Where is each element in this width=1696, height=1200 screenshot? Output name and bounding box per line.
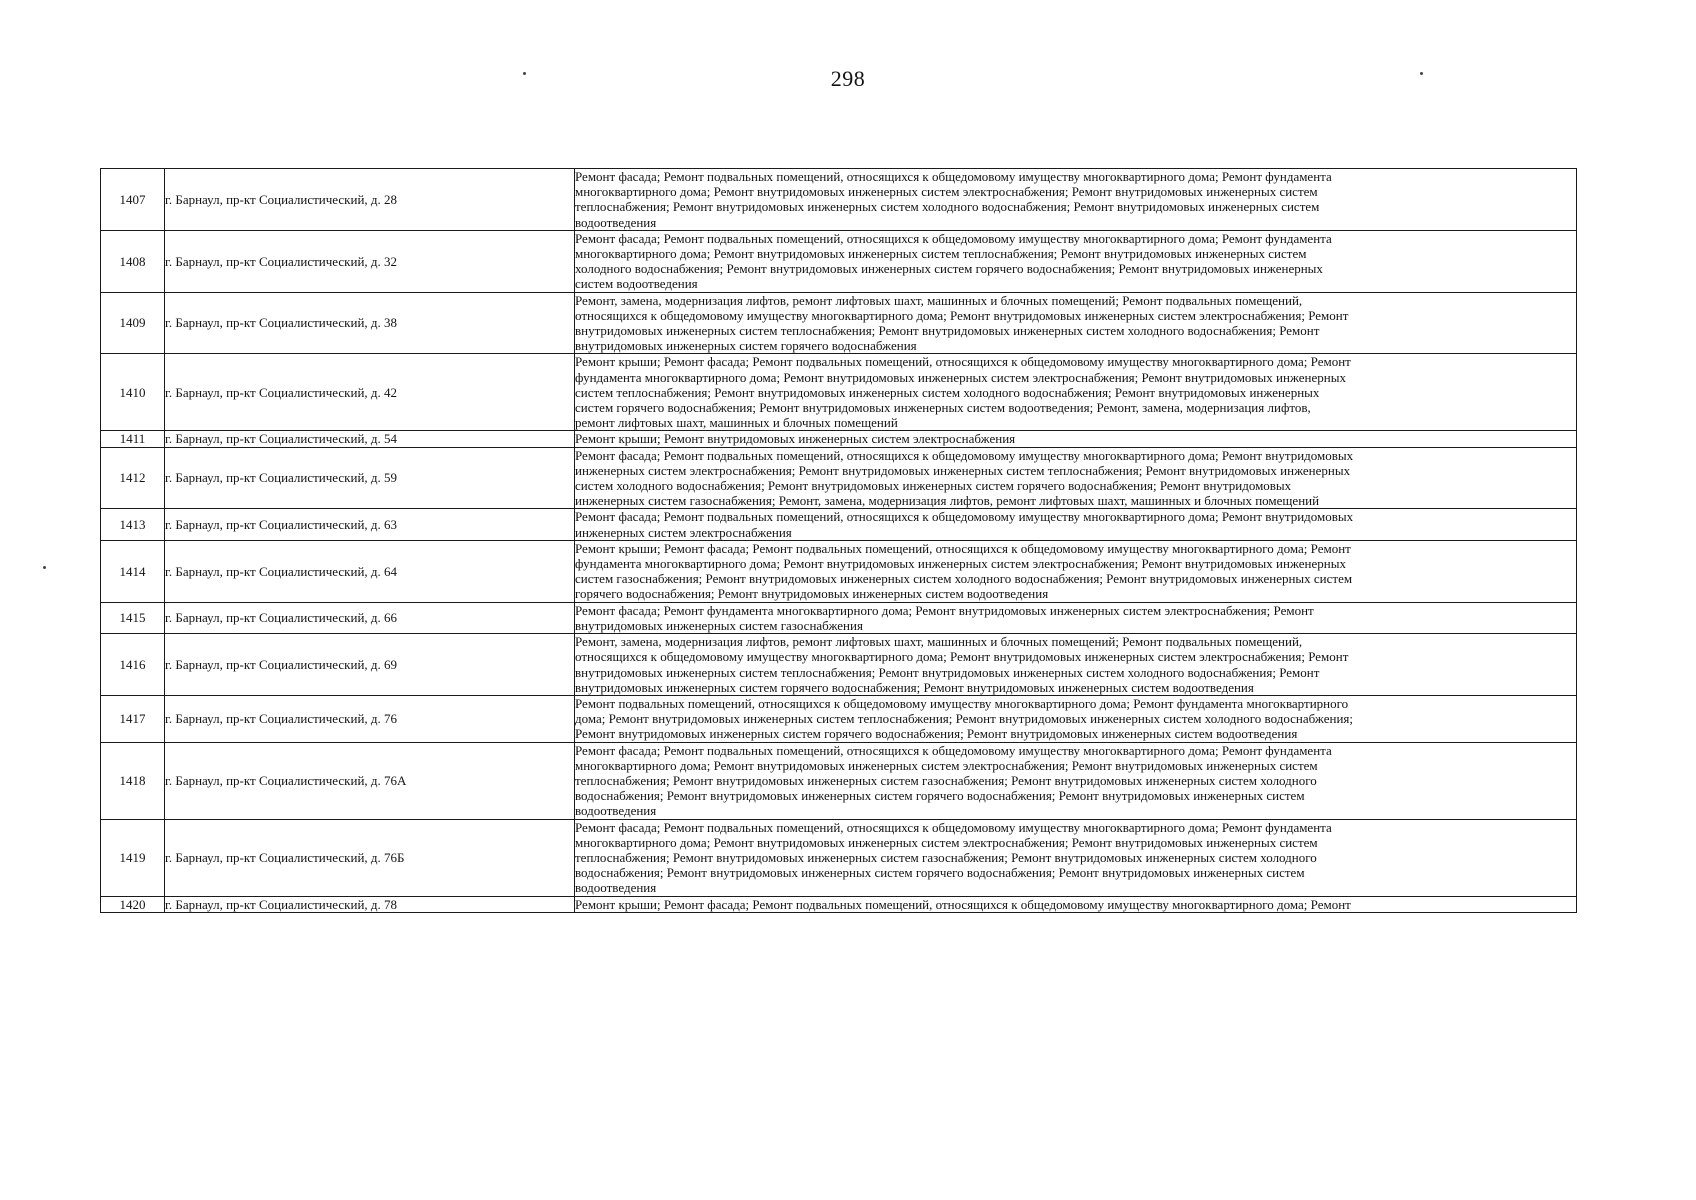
row-address: г. Барнаул, пр-кт Социалистический, д. 32 [165,230,575,292]
works-line: Ремонт фасада; Ремонт подвальных помещений, относящихся к общедомовому имуществу многоквартирного дома; Ремонт фундамента [575,819,1332,835]
works-line: внутридомовых инженерных систем теплоснабжения; Ремонт внутридомовых инженерных систем холодного водоснабжения; Ремонт [575,323,1320,339]
row-number: 1413 [101,509,165,540]
works-line: горячего водоснабжения; Ремонт внутридомовых инженерных систем водоотведения [575,586,1049,602]
row-works [575,540,1577,602]
works-line: систем водоотведения [575,276,698,292]
row-number: 1410 [101,354,165,431]
table-row [101,230,1577,292]
works-line: относящихся к общедомовому имуществу многоквартирного дома; Ремонт внутридомовых инженерных систем электроснабжения; Ремонт [575,307,1349,323]
works-line: теплоснабжения; Ремонт внутридомовых инженерных систем холодного водоснабжения; Ремонт внутридомовых инженерных систем [575,199,1320,215]
works-line: водоснабжения; Ремонт внутридомовых инженерных систем горячего водоснабжения; Ремонт внутридомовых инженерных систем [575,865,1305,881]
works-line: дома; Ремонт внутридомовых инженерных систем теплоснабжения; Ремонт внутридомовых инженерных систем холодного водоснабжения; [575,711,1354,727]
page-number: 298 [830,66,866,91]
works-line: Ремонт фасада; Ремонт подвальных помещений, относящихся к общедомовому имуществу многоквартирного дома; Ремонт фундамента [575,230,1332,246]
table-row [101,602,1577,633]
row-works [575,169,1577,231]
works-line: инженерных систем газоснабжения; Ремонт, замена, модернизация лифтов, ремонт лифтовых шахт, машинных и блочных помещений [575,493,1320,509]
works-line: внутридомовых инженерных систем горячего водоснабжения [575,338,917,354]
row-address: г. Барнаул, пр-кт Социалистический, д. 78 [165,896,575,912]
row-address: г. Барнаул, пр-кт Социалистический, д. 63 [165,509,575,540]
row-works [575,695,1577,742]
works-line: систем теплоснабжения; Ремонт внутридомовых инженерных систем холодного водоснабжения; Ремонт внутридомовых инженерных [575,384,1320,400]
works-line: теплоснабжения; Ремонт внутридомовых инженерных систем газоснабжения; Ремонт внутридомовых инженерных систем холодного [575,772,1317,788]
works-line: систем горячего водоснабжения; Ремонт внутридомовых инженерных систем водоотведения; Ремонт, замена, модернизация лифтов, [575,400,1311,416]
works-line: Ремонт фасада; Ремонт подвальных помещений, относящихся к общедомовому имуществу многоквартирного дома; Ремонт фундамента [575,169,1332,184]
works-line: Ремонт фасада; Ремонт фундамента многоквартирного дома; Ремонт внутридомовых инженерных систем электроснабжения; Ремонт [575,602,1314,618]
row-works [575,447,1577,509]
works-line: многоквартирного дома; Ремонт внутридомовых инженерных систем электроснабжения; Ремонт внутридомовых инженерных систем [575,184,1318,200]
row-number: 1415 [101,602,165,633]
works-line: внутридомовых инженерных систем горячего водоснабжения; Ремонт внутридомовых инженерных систем водоотведения [575,679,1254,695]
works-line: внутридомовых инженерных систем газоснабжения [575,617,863,633]
scan-speck [43,566,46,569]
row-number: 1409 [101,292,165,354]
table-row [101,354,1577,431]
table-row [101,695,1577,742]
table-row [101,634,1577,696]
table-row [101,509,1577,540]
table-row [101,447,1577,509]
scan-speck [1420,72,1423,75]
row-number: 1414 [101,540,165,602]
works-line: водоотведения [575,880,657,896]
table-row [101,819,1577,896]
works-line: многоквартирного дома; Ремонт внутридомовых инженерных систем теплоснабжения; Ремонт внутридомовых инженерных систем [575,246,1307,262]
row-works [575,230,1577,292]
works-line: Ремонт крыши; Ремонт фасада; Ремонт подвальных помещений, относящихся к общедомовому имуществу многоквартирного дома; Ремонт [575,354,1351,370]
row-address: г. Барнаул, пр-кт Социалистический, д. 59 [165,447,575,509]
table-row [101,292,1577,354]
works-line: Ремонт внутридомовых инженерных систем горячего водоснабжения; Ремонт внутридомовых инженерных систем водоотведения [575,726,1298,742]
works-line: Ремонт фасада; Ремонт подвальных помещений, относящихся к общедомовому имуществу многоквартирного дома; Ремонт внутридомовых [575,447,1354,463]
row-number: 1419 [101,819,165,896]
row-address: г. Барнаул, пр-кт Социалистический, д. 38 [165,292,575,354]
row-works [575,742,1577,819]
works-line: водоотведения [575,803,657,819]
row-address: г. Барнаул, пр-кт Социалистический, д. 76А [165,742,575,819]
repair-registry-table [100,168,1577,913]
works-line: многоквартирного дома; Ремонт внутридомовых инженерных систем электроснабжения; Ремонт внутридомовых инженерных систем [575,757,1318,773]
row-number: 1417 [101,695,165,742]
works-line: Ремонт фасада; Ремонт подвальных помещений, относящихся к общедомовому имуществу многоквартирного дома; Ремонт внутридомовых [575,509,1354,525]
works-line: Ремонт крыши; Ремонт внутридомовых инженерных систем электроснабжения [575,431,1016,447]
works-line: водоотведения [575,214,657,230]
row-works [575,354,1577,431]
row-works [575,819,1577,896]
table-row [101,169,1577,231]
table-row [101,431,1577,447]
row-works [575,509,1577,540]
works-line: Ремонт крыши; Ремонт фасада; Ремонт подвальных помещений, относящихся к общедомовому имуществу многоквартирного дома; Ремонт [575,540,1351,556]
works-line: многоквартирного дома; Ремонт внутридомовых инженерных систем электроснабжения; Ремонт внутридомовых инженерных систем [575,834,1318,850]
works-line: холодного водоснабжения; Ремонт внутридомовых инженерных систем горячего водоснабжения; Ремонт внутридомовых инженерных [575,261,1323,277]
row-number: 1407 [101,169,165,231]
row-number: 1418 [101,742,165,819]
works-line: инженерных систем электроснабжения; Ремонт внутридомовых инженерных систем теплоснабжения; Ремонт внутридомовых инженерных [575,462,1351,478]
table-row [101,540,1577,602]
row-works [575,634,1577,696]
row-number: 1416 [101,634,165,696]
works-line: внутридомовых инженерных систем теплоснабжения; Ремонт внутридомовых инженерных систем холодного водоснабжения; Ремонт [575,664,1320,680]
works-line: Ремонт крыши; Ремонт фасада; Ремонт подвальных помещений, относящихся к общедомовому имуществу многоквартирного дома; Ремонт [575,896,1351,912]
row-number: 1411 [101,431,165,447]
works-line: водоснабжения; Ремонт внутридомовых инженерных систем горячего водоснабжения; Ремонт внутридомовых инженерных систем [575,788,1305,804]
registry-body [101,169,1577,913]
works-line: инженерных систем электроснабжения [575,524,792,540]
row-address: г. Барнаул, пр-кт Социалистический, д. 28 [165,169,575,231]
row-address: г. Барнаул, пр-кт Социалистический, д. 69 [165,634,575,696]
row-address: г. Барнаул, пр-кт Социалистический, д. 54 [165,431,575,447]
row-address: г. Барнаул, пр-кт Социалистический, д. 66 [165,602,575,633]
works-line: систем холодного водоснабжения; Ремонт внутридомовых инженерных систем горячего водоснабжения; Ремонт внутридомовых [575,478,1292,494]
works-line: относящихся к общедомовому имуществу многоквартирного дома; Ремонт внутридомовых инженерных систем электроснабжения; Ремонт [575,649,1349,665]
row-works [575,896,1577,912]
scan-speck [523,72,526,75]
row-address: г. Барнаул, пр-кт Социалистический, д. 64 [165,540,575,602]
works-line: фундамента многоквартирного дома; Ремонт внутридомовых инженерных систем электроснабжения; Ремонт внутридомовых инженерных [575,369,1346,385]
row-number: 1420 [101,896,165,912]
table-row [101,742,1577,819]
works-line: систем газоснабжения; Ремонт внутридомовых инженерных систем холодного водоснабжения; Ремонт внутридомовых инженерных систем [575,571,1353,587]
row-works [575,602,1577,633]
row-address: г. Барнаул, пр-кт Социалистический, д. 76Б [165,819,575,896]
row-works [575,431,1577,447]
works-line: Ремонт фасада; Ремонт подвальных помещений, относящихся к общедомовому имуществу многоквартирного дома; Ремонт фундамента [575,742,1332,758]
works-line: теплоснабжения; Ремонт внутридомовых инженерных систем газоснабжения; Ремонт внутридомовых инженерных систем холодного [575,849,1317,865]
works-line: Ремонт, замена, модернизация лифтов, ремонт лифтовых шахт, машинных и блочных помещений; Ремонт подвальных помещений, [575,292,1303,308]
row-number: 1412 [101,447,165,509]
works-line: фундамента многоквартирного дома; Ремонт внутридомовых инженерных систем электроснабжения; Ремонт внутридомовых инженерных [575,556,1346,572]
row-address: г. Барнаул, пр-кт Социалистический, д. 42 [165,354,575,431]
row-address: г. Барнаул, пр-кт Социалистический, д. 76 [165,695,575,742]
row-number: 1408 [101,230,165,292]
works-line: Ремонт, замена, модернизация лифтов, ремонт лифтовых шахт, машинных и блочных помещений; Ремонт подвальных помещений, [575,634,1303,650]
works-line: Ремонт подвальных помещений, относящихся к общедомовому имуществу многоквартирного дома; Ремонт фундамента многоквартирного [575,695,1349,711]
table-row [101,896,1577,912]
works-line: ремонт лифтовых шахт, машинных и блочных помещений [575,415,898,431]
row-works [575,292,1577,354]
